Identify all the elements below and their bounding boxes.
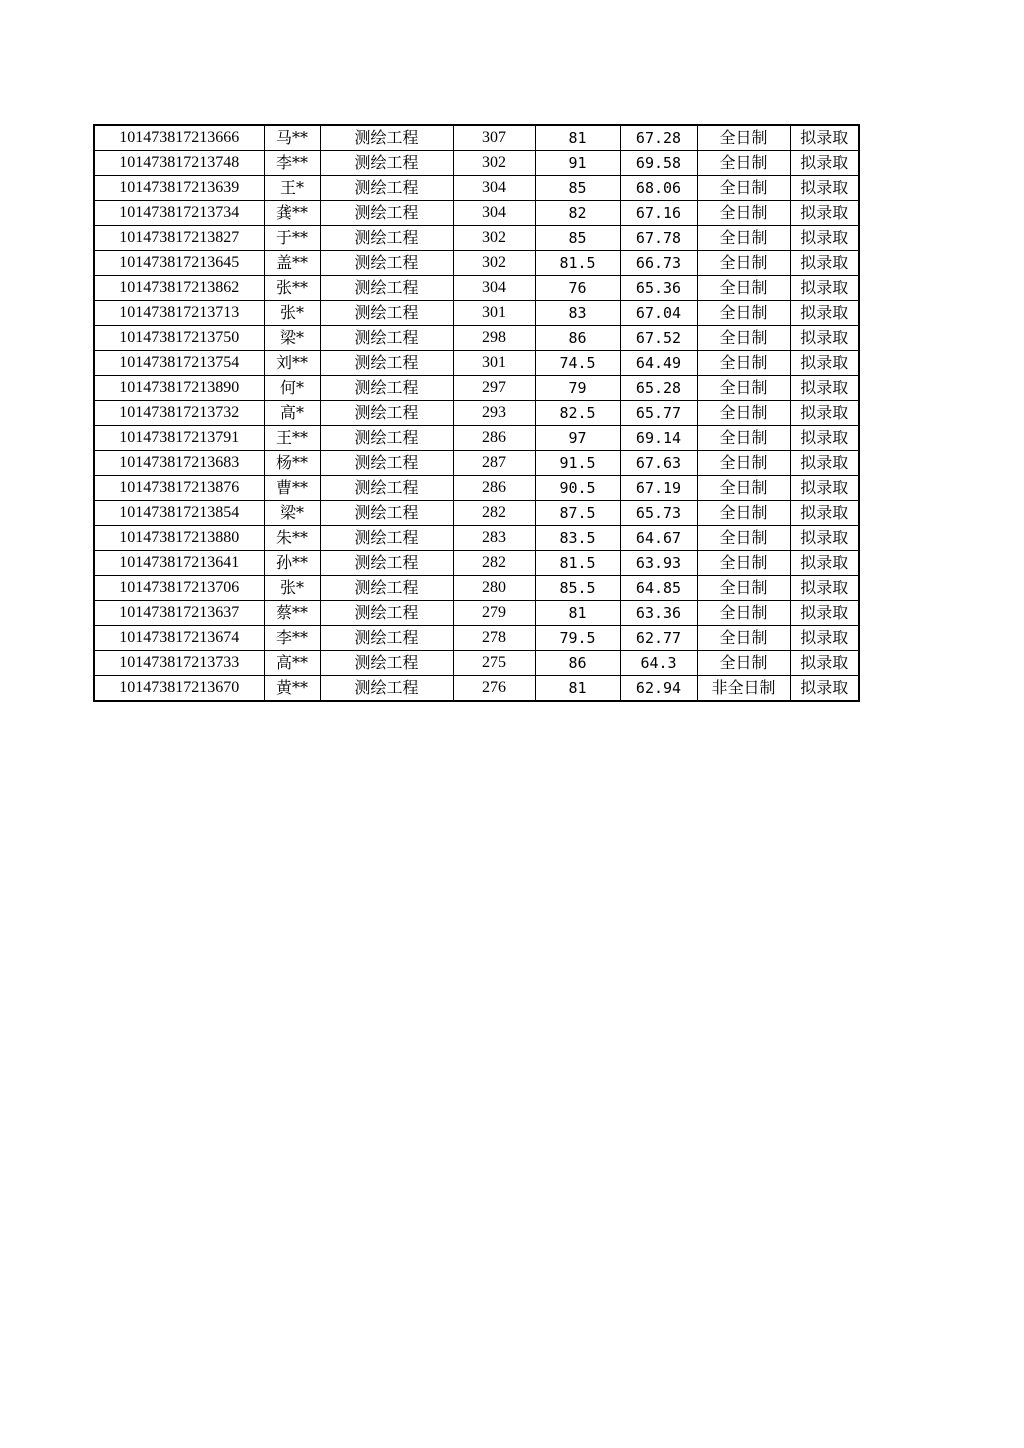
study-type-cell: 全日制 (697, 551, 790, 576)
candidate-id-cell: 101473817213880 (94, 526, 264, 551)
table-row (94, 451, 859, 476)
initial-score-cell: 276 (453, 676, 535, 702)
table-row (94, 201, 859, 226)
candidate-id-cell: 101473817213637 (94, 601, 264, 626)
retest-score-cell: 97 (535, 426, 620, 451)
study-type-cell: 全日制 (697, 251, 790, 276)
retest-score-cell: 85.5 (535, 576, 620, 601)
candidate-name-cell: 张* (264, 576, 320, 601)
initial-score-cell: 298 (453, 326, 535, 351)
admission-result-cell: 拟录取 (790, 351, 859, 376)
candidate-name-cell: 王** (264, 426, 320, 451)
candidate-id-cell: 101473817213666 (94, 125, 264, 151)
study-type-cell: 全日制 (697, 626, 790, 651)
candidate-name-cell: 李** (264, 151, 320, 176)
candidate-id-cell: 101473817213706 (94, 576, 264, 601)
table-row (94, 526, 859, 551)
table-row (94, 151, 859, 176)
retest-score-cell: 86 (535, 326, 620, 351)
initial-score-cell: 275 (453, 651, 535, 676)
major-cell: 测绘工程 (320, 376, 453, 401)
admission-results-table (93, 124, 860, 702)
total-score-cell: 67.63 (620, 451, 697, 476)
initial-score-cell: 279 (453, 601, 535, 626)
candidate-name-cell: 黄** (264, 676, 320, 702)
study-type-cell: 全日制 (697, 326, 790, 351)
major-cell: 测绘工程 (320, 651, 453, 676)
study-type-cell: 全日制 (697, 301, 790, 326)
initial-score-cell: 282 (453, 551, 535, 576)
major-cell: 测绘工程 (320, 626, 453, 651)
admission-result-cell: 拟录取 (790, 601, 859, 626)
study-type-cell: 全日制 (697, 125, 790, 151)
admission-result-cell: 拟录取 (790, 201, 859, 226)
admission-result-cell: 拟录取 (790, 301, 859, 326)
candidate-id-cell: 101473817213641 (94, 551, 264, 576)
major-cell: 测绘工程 (320, 501, 453, 526)
initial-score-cell: 302 (453, 251, 535, 276)
initial-score-cell: 286 (453, 476, 535, 501)
admission-result-cell: 拟录取 (790, 326, 859, 351)
total-score-cell: 67.52 (620, 326, 697, 351)
candidate-name-cell: 杨** (264, 451, 320, 476)
table-row (94, 226, 859, 251)
admission-result-cell: 拟录取 (790, 551, 859, 576)
admission-result-cell: 拟录取 (790, 125, 859, 151)
major-cell: 测绘工程 (320, 276, 453, 301)
candidate-id-cell: 101473817213750 (94, 326, 264, 351)
major-cell: 测绘工程 (320, 451, 453, 476)
retest-score-cell: 81.5 (535, 251, 620, 276)
total-score-cell: 64.3 (620, 651, 697, 676)
table-row (94, 551, 859, 576)
table-row (94, 176, 859, 201)
candidate-name-cell: 于** (264, 226, 320, 251)
candidate-name-cell: 何* (264, 376, 320, 401)
major-cell: 测绘工程 (320, 476, 453, 501)
study-type-cell: 全日制 (697, 526, 790, 551)
total-score-cell: 65.28 (620, 376, 697, 401)
total-score-cell: 63.93 (620, 551, 697, 576)
table-row (94, 376, 859, 401)
candidate-id-cell: 101473817213732 (94, 401, 264, 426)
candidate-name-cell: 张* (264, 301, 320, 326)
major-cell: 测绘工程 (320, 576, 453, 601)
candidate-name-cell: 刘** (264, 351, 320, 376)
major-cell: 测绘工程 (320, 251, 453, 276)
candidate-id-cell: 101473817213670 (94, 676, 264, 702)
major-cell: 测绘工程 (320, 176, 453, 201)
total-score-cell: 67.28 (620, 125, 697, 151)
candidate-name-cell: 龚** (264, 201, 320, 226)
admission-result-cell: 拟录取 (790, 626, 859, 651)
initial-score-cell: 286 (453, 426, 535, 451)
initial-score-cell: 297 (453, 376, 535, 401)
table-row (94, 626, 859, 651)
study-type-cell: 全日制 (697, 276, 790, 301)
major-cell: 测绘工程 (320, 401, 453, 426)
total-score-cell: 69.14 (620, 426, 697, 451)
admission-result-cell: 拟录取 (790, 476, 859, 501)
admission-result-cell: 拟录取 (790, 151, 859, 176)
major-cell: 测绘工程 (320, 226, 453, 251)
retest-score-cell: 81 (535, 676, 620, 702)
major-cell: 测绘工程 (320, 601, 453, 626)
admission-result-cell: 拟录取 (790, 651, 859, 676)
total-score-cell: 67.19 (620, 476, 697, 501)
candidate-name-cell: 曹** (264, 476, 320, 501)
initial-score-cell: 282 (453, 501, 535, 526)
table-row (94, 401, 859, 426)
candidate-name-cell: 高** (264, 651, 320, 676)
admission-result-cell: 拟录取 (790, 526, 859, 551)
candidate-name-cell: 梁* (264, 326, 320, 351)
candidate-id-cell: 101473817213890 (94, 376, 264, 401)
retest-score-cell: 81 (535, 601, 620, 626)
admission-result-cell: 拟录取 (790, 426, 859, 451)
admission-result-cell: 拟录取 (790, 676, 859, 702)
total-score-cell: 62.77 (620, 626, 697, 651)
candidate-id-cell: 101473817213748 (94, 151, 264, 176)
retest-score-cell: 83 (535, 301, 620, 326)
study-type-cell: 全日制 (697, 351, 790, 376)
study-type-cell: 全日制 (697, 651, 790, 676)
total-score-cell: 67.78 (620, 226, 697, 251)
retest-score-cell: 83.5 (535, 526, 620, 551)
admission-result-cell: 拟录取 (790, 276, 859, 301)
study-type-cell: 非全日制 (697, 676, 790, 702)
initial-score-cell: 301 (453, 351, 535, 376)
major-cell: 测绘工程 (320, 301, 453, 326)
initial-score-cell: 307 (453, 125, 535, 151)
admission-result-cell: 拟录取 (790, 401, 859, 426)
retest-score-cell: 76 (535, 276, 620, 301)
major-cell: 测绘工程 (320, 551, 453, 576)
total-score-cell: 65.36 (620, 276, 697, 301)
major-cell: 测绘工程 (320, 151, 453, 176)
candidate-id-cell: 101473817213854 (94, 501, 264, 526)
study-type-cell: 全日制 (697, 201, 790, 226)
candidate-id-cell: 101473817213791 (94, 426, 264, 451)
retest-score-cell: 90.5 (535, 476, 620, 501)
table-row (94, 251, 859, 276)
study-type-cell: 全日制 (697, 576, 790, 601)
major-cell: 测绘工程 (320, 526, 453, 551)
major-cell: 测绘工程 (320, 201, 453, 226)
initial-score-cell: 301 (453, 301, 535, 326)
total-score-cell: 67.04 (620, 301, 697, 326)
retest-score-cell: 85 (535, 176, 620, 201)
initial-score-cell: 302 (453, 151, 535, 176)
candidate-name-cell: 梁* (264, 501, 320, 526)
candidate-id-cell: 101473817213734 (94, 201, 264, 226)
total-score-cell: 64.85 (620, 576, 697, 601)
major-cell: 测绘工程 (320, 426, 453, 451)
candidate-name-cell: 朱** (264, 526, 320, 551)
retest-score-cell: 85 (535, 226, 620, 251)
study-type-cell: 全日制 (697, 426, 790, 451)
total-score-cell: 69.58 (620, 151, 697, 176)
table-row (94, 501, 859, 526)
retest-score-cell: 86 (535, 651, 620, 676)
study-type-cell: 全日制 (697, 151, 790, 176)
candidate-id-cell: 101473817213645 (94, 251, 264, 276)
admission-result-cell: 拟录取 (790, 501, 859, 526)
initial-score-cell: 293 (453, 401, 535, 426)
table-row (94, 601, 859, 626)
table-row (94, 276, 859, 301)
retest-score-cell: 82.5 (535, 401, 620, 426)
candidate-id-cell: 101473817213827 (94, 226, 264, 251)
retest-score-cell: 74.5 (535, 351, 620, 376)
candidate-id-cell: 101473817213639 (94, 176, 264, 201)
candidate-name-cell: 高* (264, 401, 320, 426)
total-score-cell: 62.94 (620, 676, 697, 702)
initial-score-cell: 280 (453, 576, 535, 601)
study-type-cell: 全日制 (697, 226, 790, 251)
candidate-id-cell: 101473817213862 (94, 276, 264, 301)
table-body (94, 125, 859, 701)
candidate-name-cell: 盖** (264, 251, 320, 276)
admission-result-cell: 拟录取 (790, 176, 859, 201)
total-score-cell: 64.67 (620, 526, 697, 551)
retest-score-cell: 79 (535, 376, 620, 401)
major-cell: 测绘工程 (320, 351, 453, 376)
table-row (94, 125, 859, 151)
candidate-name-cell: 李** (264, 626, 320, 651)
retest-score-cell: 81.5 (535, 551, 620, 576)
admission-result-cell: 拟录取 (790, 226, 859, 251)
total-score-cell: 64.49 (620, 351, 697, 376)
retest-score-cell: 87.5 (535, 501, 620, 526)
study-type-cell: 全日制 (697, 476, 790, 501)
study-type-cell: 全日制 (697, 601, 790, 626)
table-row (94, 301, 859, 326)
total-score-cell: 67.16 (620, 201, 697, 226)
table-row (94, 676, 859, 702)
retest-score-cell: 81 (535, 125, 620, 151)
initial-score-cell: 283 (453, 526, 535, 551)
candidate-id-cell: 101473817213733 (94, 651, 264, 676)
candidate-id-cell: 101473817213876 (94, 476, 264, 501)
candidate-name-cell: 孙** (264, 551, 320, 576)
total-score-cell: 68.06 (620, 176, 697, 201)
retest-score-cell: 91 (535, 151, 620, 176)
total-score-cell: 65.73 (620, 501, 697, 526)
retest-score-cell: 79.5 (535, 626, 620, 651)
total-score-cell: 66.73 (620, 251, 697, 276)
initial-score-cell: 278 (453, 626, 535, 651)
total-score-cell: 65.77 (620, 401, 697, 426)
initial-score-cell: 287 (453, 451, 535, 476)
candidate-name-cell: 王* (264, 176, 320, 201)
study-type-cell: 全日制 (697, 501, 790, 526)
candidate-id-cell: 101473817213754 (94, 351, 264, 376)
major-cell: 测绘工程 (320, 125, 453, 151)
table-row (94, 426, 859, 451)
table-row (94, 326, 859, 351)
admission-result-cell: 拟录取 (790, 451, 859, 476)
table-row (94, 476, 859, 501)
study-type-cell: 全日制 (697, 451, 790, 476)
table-row (94, 351, 859, 376)
candidate-id-cell: 101473817213713 (94, 301, 264, 326)
major-cell: 测绘工程 (320, 676, 453, 702)
candidate-id-cell: 101473817213674 (94, 626, 264, 651)
candidate-name-cell: 马** (264, 125, 320, 151)
total-score-cell: 63.36 (620, 601, 697, 626)
study-type-cell: 全日制 (697, 176, 790, 201)
table-row (94, 576, 859, 601)
candidate-name-cell: 张** (264, 276, 320, 301)
initial-score-cell: 302 (453, 226, 535, 251)
retest-score-cell: 82 (535, 201, 620, 226)
initial-score-cell: 304 (453, 201, 535, 226)
admission-result-cell: 拟录取 (790, 251, 859, 276)
study-type-cell: 全日制 (697, 401, 790, 426)
initial-score-cell: 304 (453, 176, 535, 201)
candidate-id-cell: 101473817213683 (94, 451, 264, 476)
major-cell: 测绘工程 (320, 326, 453, 351)
table-row (94, 651, 859, 676)
initial-score-cell: 304 (453, 276, 535, 301)
admission-result-cell: 拟录取 (790, 576, 859, 601)
admission-result-cell: 拟录取 (790, 376, 859, 401)
candidate-name-cell: 蔡** (264, 601, 320, 626)
study-type-cell: 全日制 (697, 376, 790, 401)
retest-score-cell: 91.5 (535, 451, 620, 476)
